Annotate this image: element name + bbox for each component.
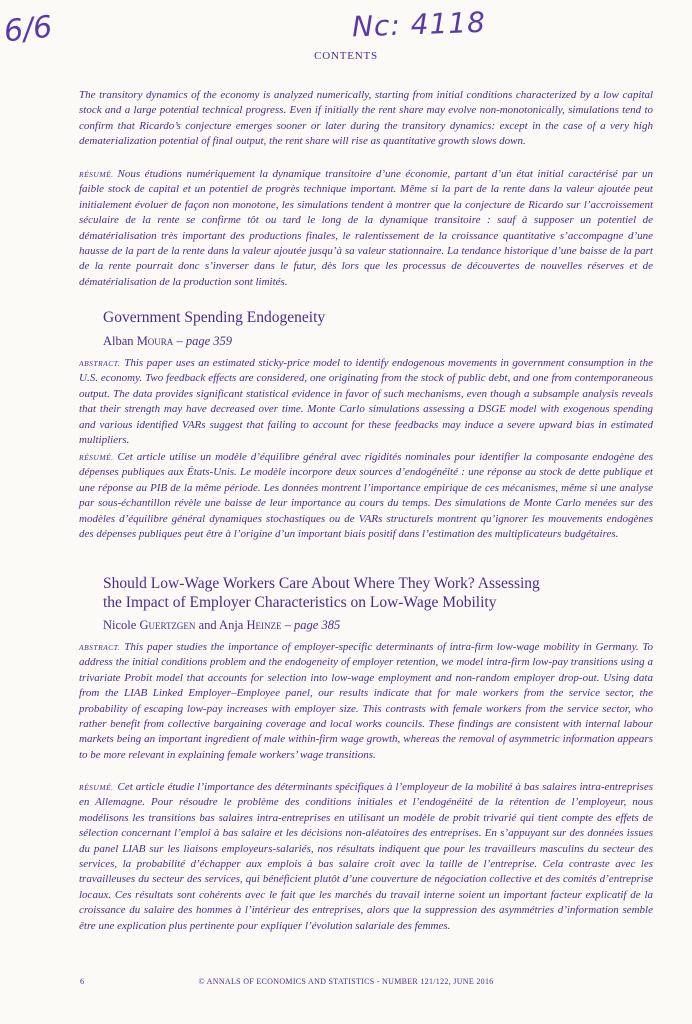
article2-author-and: and Anja	[195, 618, 247, 632]
article1-author-first: Alban	[103, 334, 137, 348]
handwritten-page-mark: 6/6	[2, 9, 54, 50]
article1-author-last: Moura	[136, 334, 174, 348]
article1-page-ref: – page 359	[173, 334, 232, 348]
article1-title: Government Spending Endogeneity	[103, 309, 326, 326]
resume-label: RÉSUMÉ.	[79, 783, 114, 792]
article2-title-line1: Should Low-Wage Workers Care About Where They Work? Assessing	[103, 575, 540, 592]
article1-author	[103, 334, 623, 349]
abstract-label: ABSTRACT.	[79, 643, 121, 652]
article1-abstract-text: This paper uses an estimated sticky-price model to identify endogenous movements in government consumption in the U.S. economy. Two feedback effects are considered, one originating from the stock of public debt, and one from contemporaneous output. The data provides significant statistical evidence in favor of such mechanisms, even though a subsample analysis reveals that their strength may have decreased over time. Monte Carlo simulations assessing a DSGE model with exogenous spending and various identified VARs suggest that failing to account for these feedbacks may induce a severe upward bias in estimated multipliers.	[79, 357, 653, 447]
article1-resume	[79, 450, 653, 542]
intro-resume-text: Nous étudions numériquement la dynamique transitoire d’une économie, partant d’un état initial caractérisé par un faible stock de capital et un potentiel de progrès technique important. Même si la part de la rente dans la valeur ajoutée peut initialement évoluer de façon non monotone, les simulations tendent à montrer que la conjecture de Ricardo sur l’accroissement séculaire de la rente se confirme tôt ou tard le long de la dynamique transitoire : sauf à supposer un potentiel de dématérialisation très important des productions finales, le ralentissement de la croissance quantitative s’accompagne d’une hausse de la part de la rente dans la valeur ajoutée jusqu’à sa valeur stationnaire. La tendance historique d’une baisse de la part de la rente pourrait donc s’inverser dans le futur, dès lors que les processus de découvertes de nouvelles réserves et de dématérialisation de la production sont limités.	[79, 168, 653, 288]
article2-abstract	[79, 640, 653, 763]
resume-label: RÉSUMÉ.	[79, 453, 114, 462]
abstract-label: ABSTRACT.	[79, 359, 121, 368]
intro-resume	[79, 167, 653, 290]
intro-abstract: The transitory dynamics of the economy is analyzed numerically, starting from initial conditions characterized by a low capital stock and a large potential technical progress. Even if initially the rent share may evolve non-monotonically, simulations tend to confirm that Ricardo’s conjecture emerges sooner or later during the transitory dynamics: except in the case of a very high dematerialization potential of final output, the rent share will rise as quantitative growth slows down.	[79, 89, 653, 148]
article2-author1-first: Nicole	[103, 618, 140, 632]
article2-authors	[103, 618, 623, 633]
footer-journal-line: © ANNALS OF ECONOMICS AND STATISTICS - NUMBER 121/122, JUNE 2016	[198, 977, 494, 986]
article1-abstract	[79, 356, 653, 448]
article1-resume-text: Cet article utilise un modèle d’équilibre général avec rigidités nominales pour identifier la composante endogène des dépenses publiques aux États-Unis. Le modèle incorpore deux sources d’endogénéité : une réponse au stock de dette publique et une réponse au PIB de la même période. Les données montrent l’importance empirique de ces mécanismes, même si une analyse par sous-échantillon révèle une baisse de leur importance au cours du temps. Des simulations de Monte Carlo menées sur des modèles d’équilibre général dynamiques stochastiques ou de VARs structurels montrent qu’ignorer les mouvements endogènes des dépenses publiques peut être à l’origine d’un important biais positif dans l’estimation des multiplicateurs budgétaires.	[79, 451, 653, 541]
contents-heading: CONTENTS	[314, 50, 378, 62]
footer-page-number: 6	[80, 977, 85, 986]
article2-resume	[79, 780, 653, 934]
article2-resume-text: Cet article étudie l’importance des déterminants spécifiques à l’employeur de la mobilité à bas salaires intra-entreprises en Allemagne. Pour résoudre le problème des conditions initiales et l’endogénéité de la rétention de l’employeur, nous modélisons les transitions bas salaires intra-entreprises en utilisant un modèle de probit trivarié qui tient compte des effets de sélection concernant l’emploi à bas salaire et les décisions non-aléatoires des entreprises. En s’appuyant sur des données issues du panel LIAB sur les liaisons employeurs-salariés, nos résultats indiquent que pour les travailleurs masculins du secteur des services, la probabilité d’échapper aux emplois à bas salaire croît avec la taille de l’entreprise. Cela contraste avec les travailleuses du secteur des services, qui bénéficient plutôt d’une couverture de négociation collective et des comités d’entreprise locaux. Ces résultats sont cohérents avec le fait que les marchés du travail interne soient un important facteur explicatif de la croissance du salaire des hommes à l’intérieur des entreprises, alors que la suppression des asymmétries d’information semble être une explication plus pertinente pour expliquer l’évolution salariale des femmes.	[79, 781, 653, 932]
article2-title-line2: the Impact of Employer Characteristics on Low-Wage Mobility	[103, 594, 497, 611]
article2-title	[103, 574, 623, 612]
article2-page-ref: – page 385	[281, 618, 341, 632]
article2-author1-last: Guertzgen	[139, 618, 196, 632]
handwritten-catalog-number: Nc: 4118	[351, 5, 487, 44]
article2-abstract-text: This paper studies the importance of employer-specific determinants of intra-firm low-wage mobility in Germany. To address the initial conditions problem and the endogeneity of employer retention, we model intra-firm low-pay transitions using a trivariate Probit model that accounts for selection into low-wage employment and non-random employer drop-out. Using data from the LIAB Linked Employer–Employee panel, our results indicate that for male workers from the service sector, the probability of escaping low-pay increases with employer size. This contrasts with female workers from the service sector, who rather benefit from collective bargaining coverage and local works councils. These findings are consistent with internal labour markets being an important ingredient of male within-firm wage growth, whereas the removal of asymmetric information appears to be more relevant in explaining female workers’ wage transitions.	[79, 641, 653, 761]
article2-author2-last: Heinze	[246, 618, 282, 632]
resume-label: RÉSUMÉ.	[79, 170, 114, 179]
